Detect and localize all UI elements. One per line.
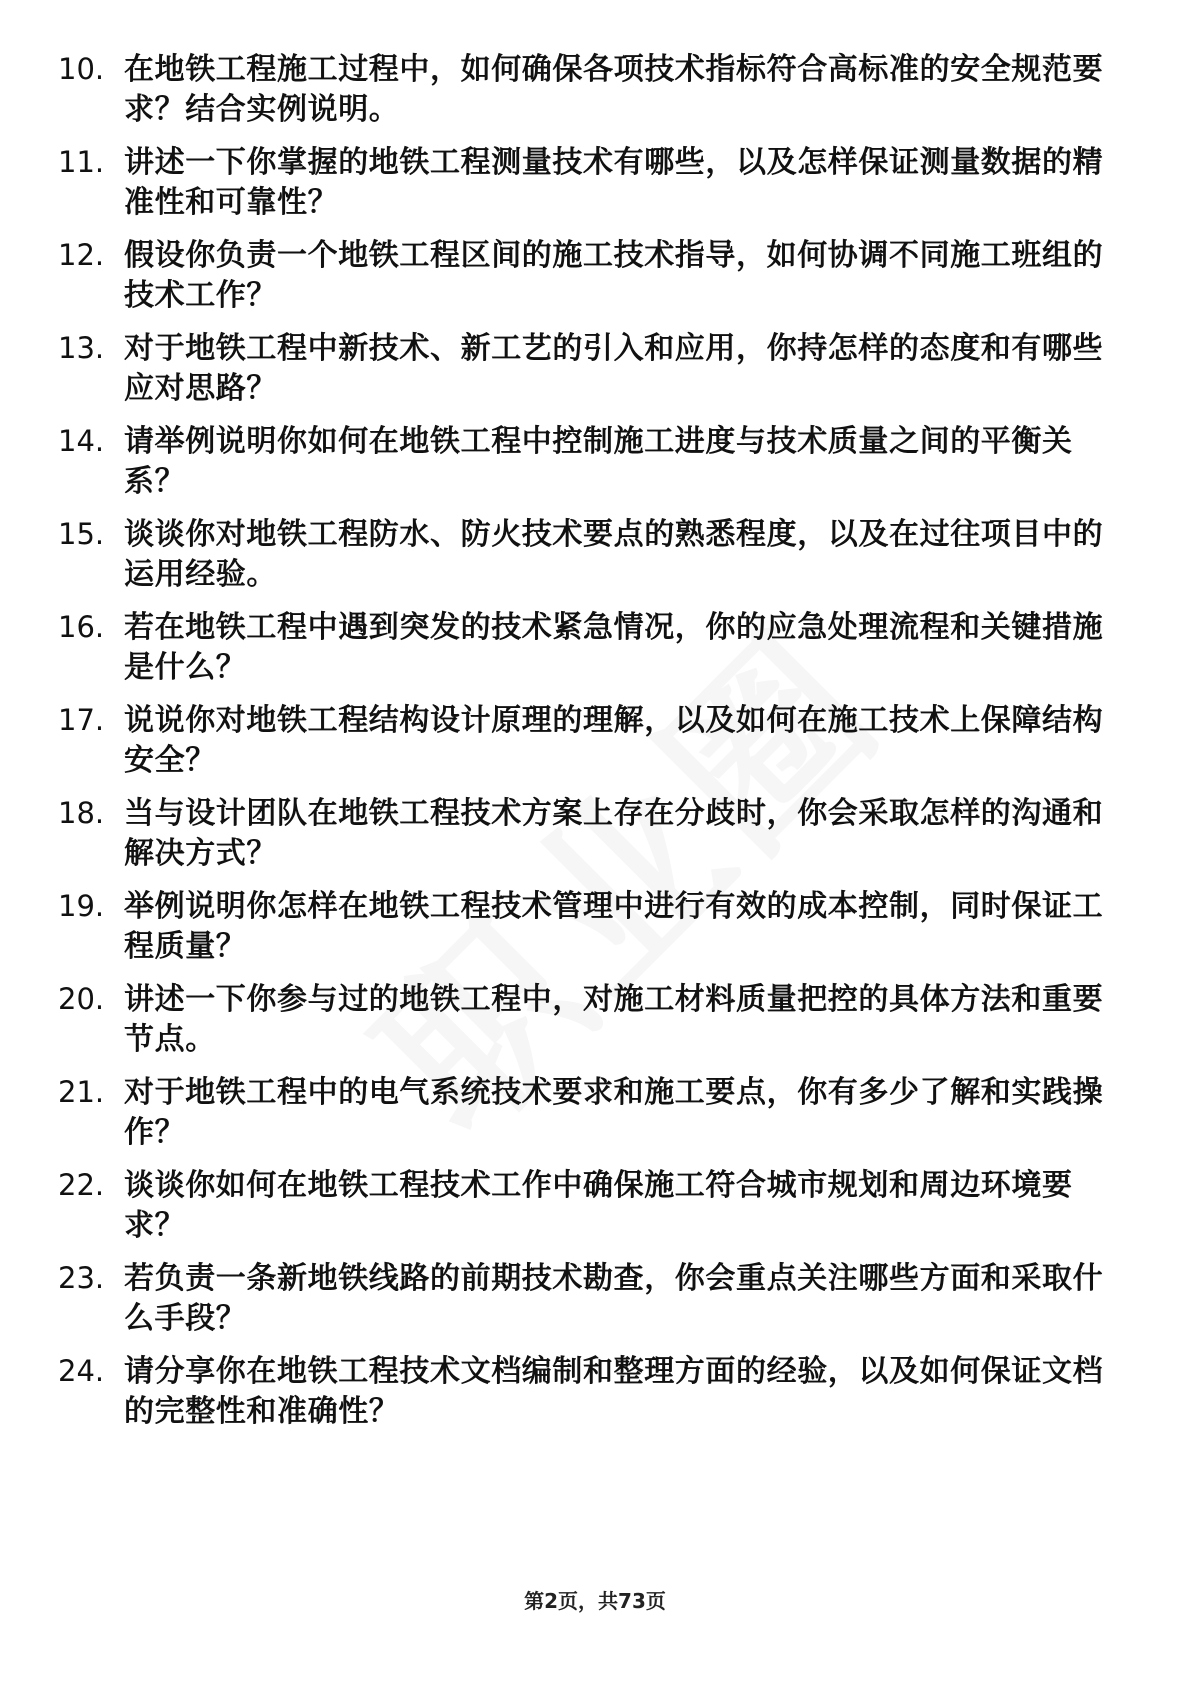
question-number: 21.	[58, 1075, 105, 1109]
list-item	[58, 143, 1108, 222]
list-item	[58, 329, 1108, 408]
list-item	[58, 515, 1108, 594]
list-item	[58, 236, 1108, 315]
question-text: 谈谈你对地铁工程防水、防火技术要点的熟悉程度，以及在过往项目中的运用经验。	[124, 517, 1104, 592]
question-number: 13.	[58, 331, 105, 365]
question-number: 12.	[58, 238, 105, 272]
question-text: 对于地铁工程中新技术、新工艺的引入和应用，你持怎样的态度和有哪些应对思路？	[124, 331, 1104, 406]
list-item	[58, 980, 1108, 1059]
question-text: 讲述一下你掌握的地铁工程测量技术有哪些，以及怎样保证测量数据的精准性和可靠性？	[124, 145, 1104, 220]
question-number: 17.	[58, 703, 105, 737]
question-number: 20.	[58, 982, 105, 1016]
list-item	[58, 887, 1108, 966]
page-number-label: 第2页，共73页	[524, 1589, 666, 1613]
question-number: 10.	[58, 52, 105, 86]
question-text: 对于地铁工程中的电气系统技术要求和施工要点，你有多少了解和实践操作？	[124, 1075, 1104, 1150]
page-footer	[0, 1585, 1190, 1614]
question-text: 请分享你在地铁工程技术文档编制和整理方面的经验，以及如何保证文档的完整性和准确性？	[124, 1354, 1104, 1429]
question-text: 假设你负责一个地铁工程区间的施工技术指导，如何协调不同施工班组的技术工作？	[124, 238, 1104, 313]
list-item	[58, 1073, 1108, 1152]
list-item	[58, 422, 1108, 501]
question-list	[58, 50, 1108, 1445]
question-number: 11.	[58, 145, 105, 179]
question-text: 当与设计团队在地铁工程技术方案上存在分歧时，你会采取怎样的沟通和解决方式？	[124, 796, 1104, 871]
question-text: 说说你对地铁工程结构设计原理的理解，以及如何在施工技术上保障结构安全？	[124, 703, 1104, 778]
question-number: 24.	[58, 1354, 105, 1388]
list-item	[58, 1259, 1108, 1338]
question-number: 23.	[58, 1261, 105, 1295]
question-text: 举例说明你怎样在地铁工程技术管理中进行有效的成本控制，同时保证工程质量？	[124, 889, 1104, 964]
list-item	[58, 50, 1108, 129]
question-number: 16.	[58, 610, 105, 644]
question-text: 谈谈你如何在地铁工程技术工作中确保施工符合城市规划和周边环境要求？	[124, 1168, 1073, 1243]
question-number: 22.	[58, 1168, 105, 1202]
list-item	[58, 794, 1108, 873]
question-text: 若负责一条新地铁线路的前期技术勘查，你会重点关注哪些方面和采取什么手段？	[124, 1261, 1104, 1336]
list-item	[58, 1166, 1108, 1245]
question-text: 在地铁工程施工过程中，如何确保各项技术指标符合高标准的安全规范要求？结合实例说明。	[124, 52, 1104, 127]
question-number: 15.	[58, 517, 105, 551]
list-item	[58, 1352, 1108, 1431]
list-item	[58, 701, 1108, 780]
question-number: 14.	[58, 424, 105, 458]
question-text: 请举例说明你如何在地铁工程中控制施工进度与技术质量之间的平衡关系？	[124, 424, 1073, 499]
question-number: 18.	[58, 796, 105, 830]
question-number: 19.	[58, 889, 105, 923]
question-text: 讲述一下你参与过的地铁工程中，对施工材料质量把控的具体方法和重要节点。	[124, 982, 1104, 1057]
question-text: 若在地铁工程中遇到突发的技术紧急情况，你的应急处理流程和关键措施是什么？	[124, 610, 1104, 685]
list-item	[58, 608, 1108, 687]
